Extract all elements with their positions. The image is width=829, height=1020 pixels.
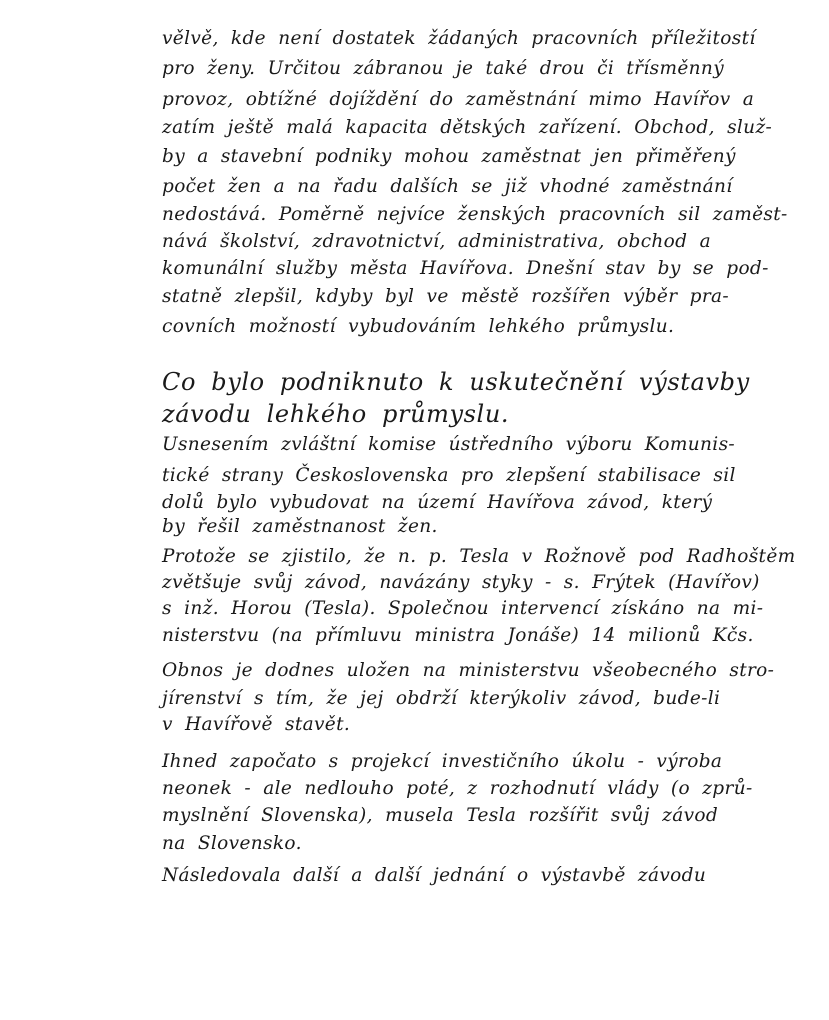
body-line-14: myslnění Slovenska), musela Tesla rozšířit svůj závod xyxy=(162,805,719,826)
body-line-1: Usnesením zvláštní komise ústředního výboru Komunis- xyxy=(162,434,736,455)
body-line-6: zvětšuje svůj závod, navázány styky - s. Frýtek (Havířov) xyxy=(162,572,760,593)
body-line-9: Obnos je dodnes uložen na ministerstvu všeobecného stro- xyxy=(162,660,775,681)
section-heading-line-2: závodu lehkého průmyslu. xyxy=(162,400,510,428)
body-line-7: s inž. Horou (Tesla). Společnou intervencí získáno na mi- xyxy=(162,598,764,619)
body-line-13: neonek - ale nedlouho poté, z rozhodnutí vlády (o zprů- xyxy=(162,778,753,799)
body-line-10: jírenství s tím, že jej obdrží kterýkoliv závod, bude-li xyxy=(162,688,721,709)
body-line-12: Ihned započato s projekcí investičního úkolu - výroba xyxy=(162,751,723,772)
body-line-4: by řešil zaměstnanost žen. xyxy=(162,516,438,537)
intro-line-10: statně zlepšil, kdyby byl ve městě rozšířen výběr pra- xyxy=(162,286,729,307)
section-heading-line-1: Co bylo podniknuto k uskutečnění výstavby xyxy=(162,368,750,396)
intro-line-11: covních možností vybudováním lehkého průmyslu. xyxy=(162,316,675,337)
intro-line-9: komunální služby města Havířova. Dnešní stav by se pod- xyxy=(162,258,769,279)
body-line-15: na Slovensko. xyxy=(162,833,302,854)
body-line-16: Následovala další a další jednání o výstavbě závodu xyxy=(162,865,707,886)
intro-line-7: nedostává. Poměrně nejvíce ženských pracovních sil zaměst- xyxy=(162,204,788,225)
intro-line-3: provoz, obtížné dojíždění do zaměstnání mimo Havířov a xyxy=(162,89,755,110)
intro-line-8: nává školství, zdravotnictví, administrativa, obchod a xyxy=(162,231,711,252)
body-line-2: tické strany Československa pro zlepšení stabilisace sil xyxy=(162,465,736,486)
intro-line-6: počet žen a na řadu dalších se již vhodné zaměstnání xyxy=(162,176,733,197)
intro-line-2: pro ženy. Určitou zábranou je také drou či třísměnný xyxy=(162,58,724,79)
intro-line-5: by a stavební podniky mohou zaměstnat jen přiměřený xyxy=(162,146,736,167)
body-line-11: v Havířově stavět. xyxy=(162,714,351,735)
body-line-8: nisterstvu (na přímluvu ministra Jonáše) 14 milionů Kčs. xyxy=(162,625,754,646)
body-line-3: dolů bylo vybudovat na území Havířova závod, který xyxy=(162,492,713,513)
intro-line-1: vělvě, kde není dostatek žádaných pracovních příležitostí xyxy=(162,28,756,49)
body-line-5: Protože se zjistilo, že n. p. Tesla v Rožnově pod Radhoštěm xyxy=(162,546,796,567)
intro-line-4: zatím ještě malá kapacita dětských zařízení. Obchod, služ- xyxy=(162,117,773,138)
